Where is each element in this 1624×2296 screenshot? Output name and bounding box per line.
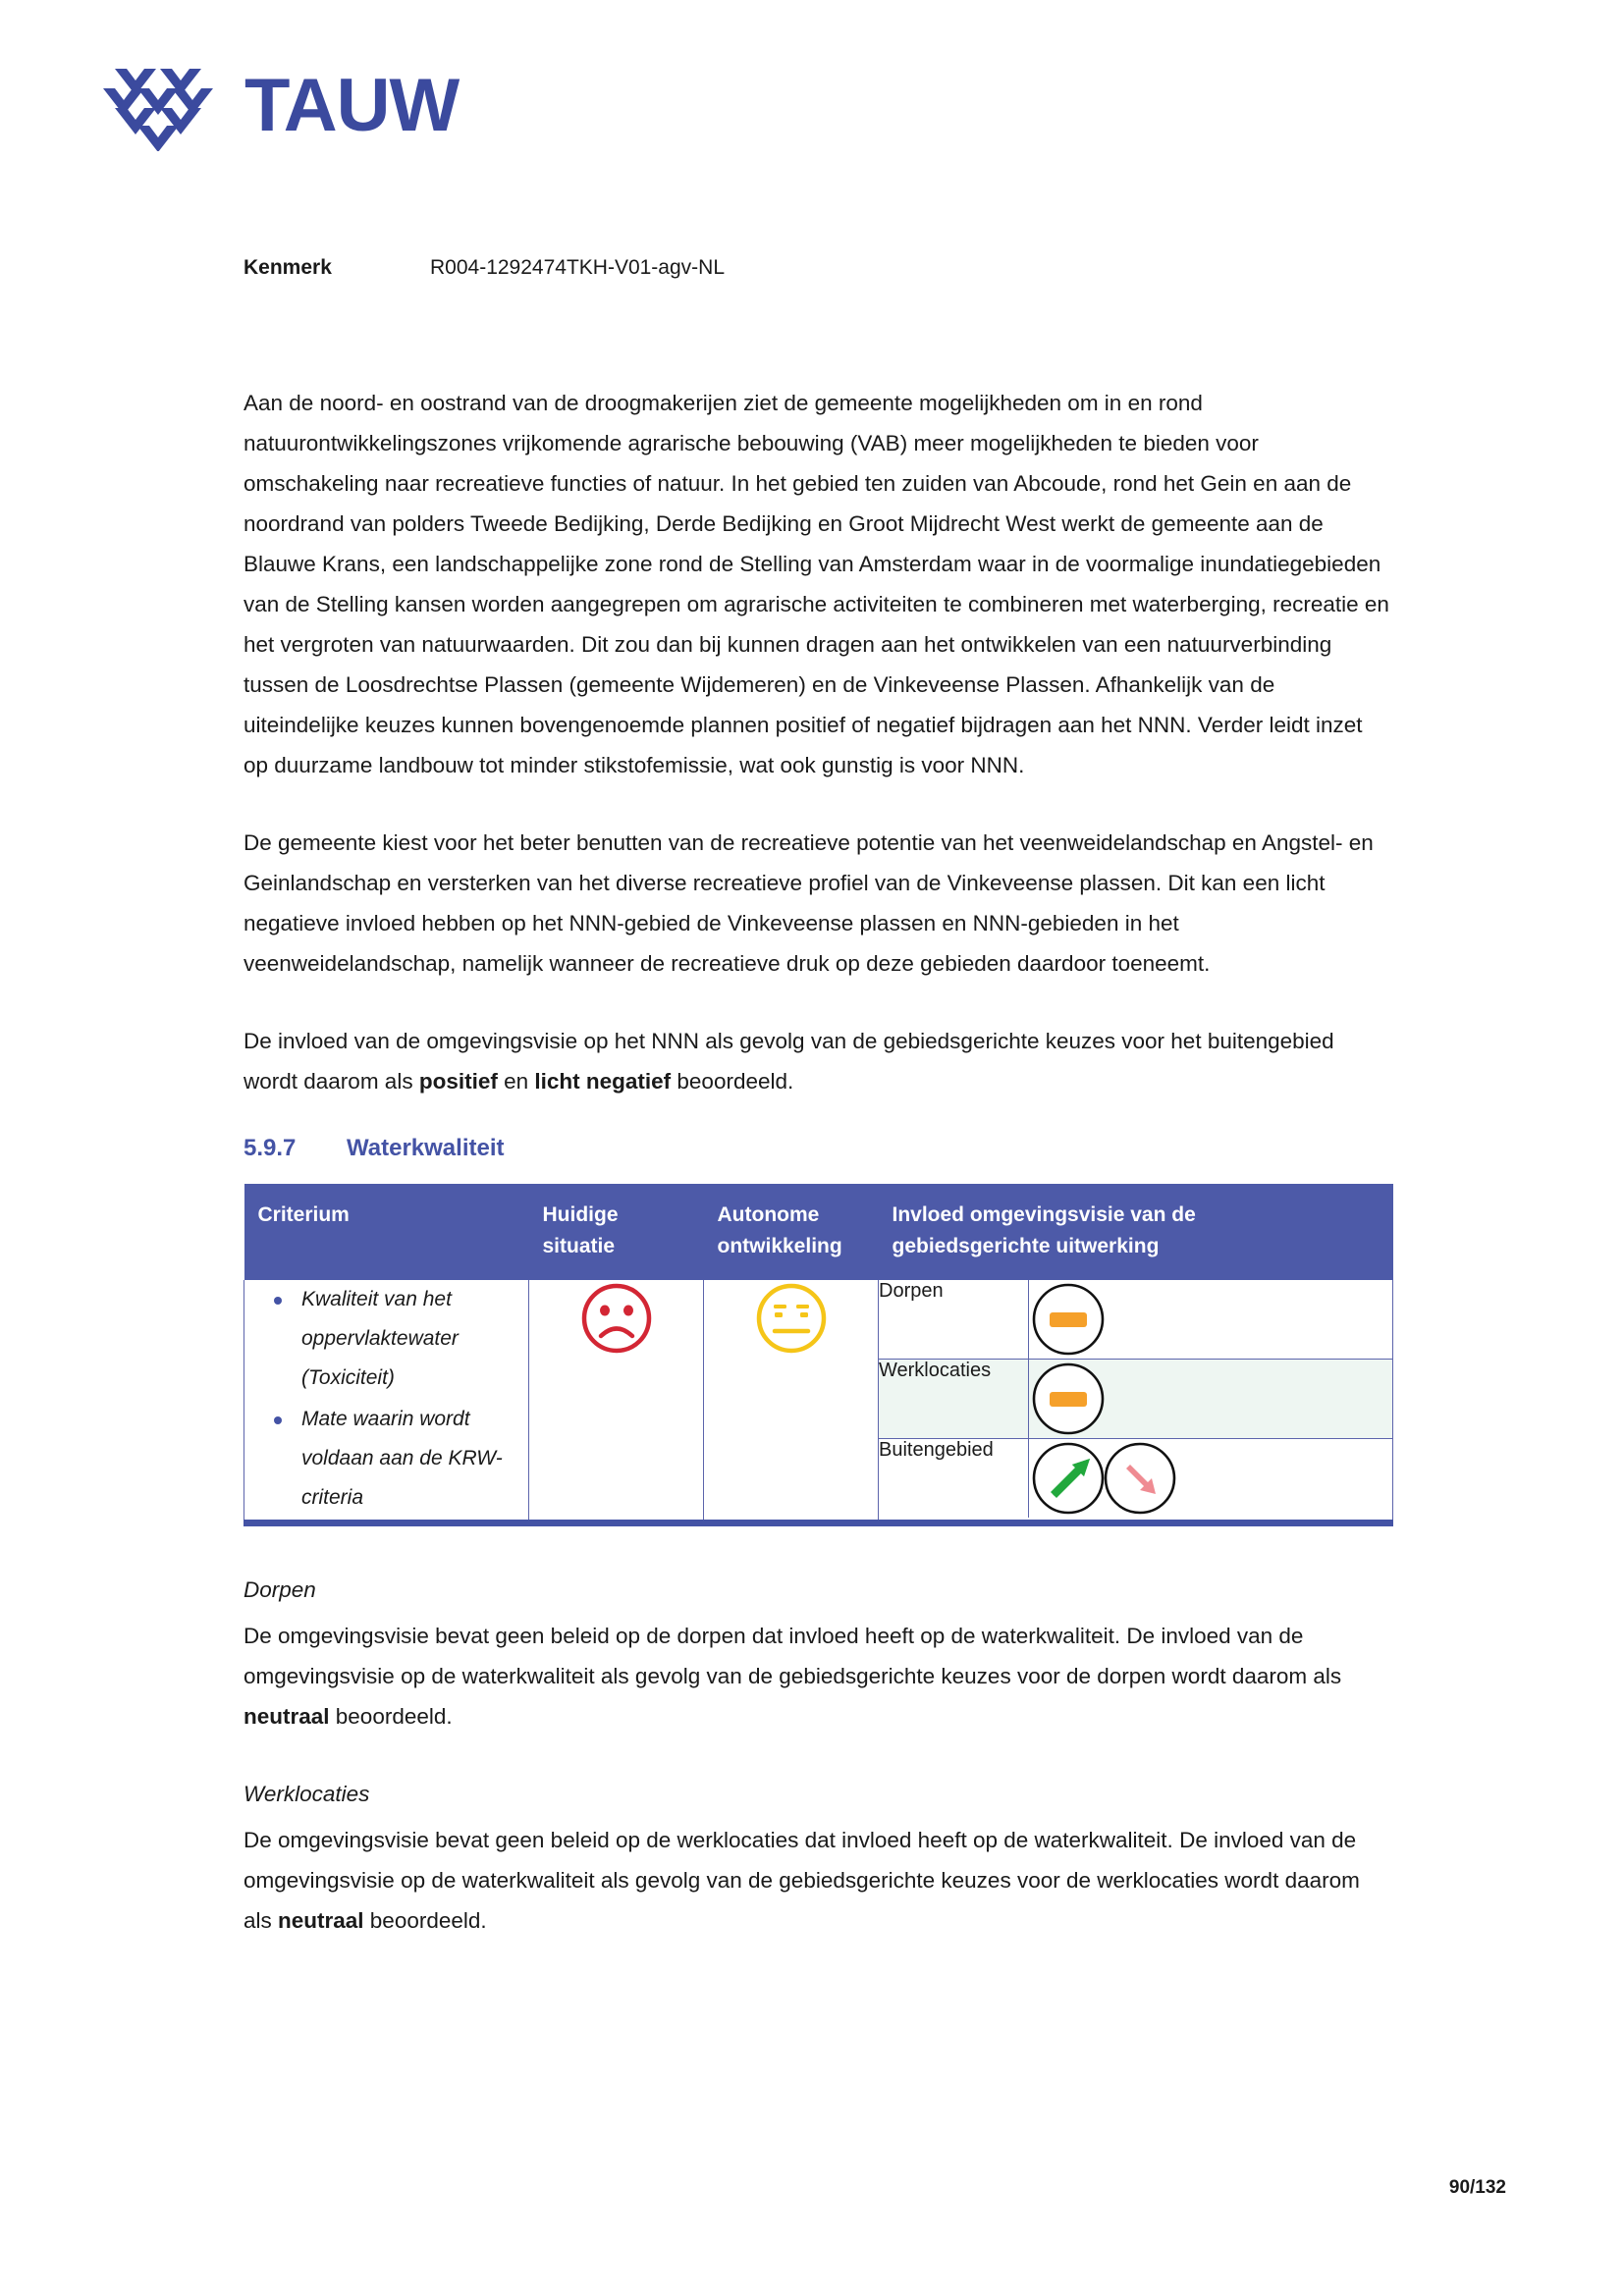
invloed-subtable bbox=[879, 1280, 1392, 1518]
tauw-chevron-mark bbox=[101, 61, 217, 151]
autonome-line1: Autonome bbox=[717, 1203, 820, 1226]
subsection-title-dorpen bbox=[244, 1570, 1392, 1610]
paragraph-2: De gemeente kiest voor het beter benutten van de recreatieve potentie van het veenweidelandschap en Angstel- en Geinlandschap en versterken van het diverse recreatieve profiel van de Vinkeveense plassen. Dit kan een licht negatieve invloed hebben op het NNN-gebied de Vinkeveense plassen en NNN-gebieden in het veenweidelandschap, namelijk wanneer de recreatieve druk op deze gebieden daardoor toeneemt. bbox=[244, 830, 1374, 976]
document-reference bbox=[244, 255, 725, 280]
sad-face-icon bbox=[578, 1280, 655, 1357]
cell-invloed bbox=[879, 1280, 1393, 1523]
dorpen-text-b: beoordeeld. bbox=[329, 1704, 453, 1729]
icon-group bbox=[1029, 1280, 1393, 1359]
p3-text-a: De invloed van de omgevingsvisie op het NNN als gevolg van de gebiedsgerichte keuzes voor het buitengebied wordt daarom als bbox=[244, 1029, 1334, 1094]
subsection-title-werklocaties bbox=[244, 1774, 1392, 1814]
dorpen-text-a: De omgevingsvisie bevat geen beleid op de dorpen dat invloed heeft op de waterkwaliteit. De invloed van de omgevingsvisie op de waterkwaliteit als gevolg van de gebiedsgerichte keuzes voor de dorpen wordt daarom als bbox=[244, 1624, 1342, 1688]
section-title: Waterkwaliteit bbox=[347, 1135, 505, 1161]
subrow-label: Buitengebied bbox=[879, 1439, 1028, 1519]
subsection-heading-label: Werklocaties bbox=[244, 1782, 370, 1806]
huidige-line2: situatie bbox=[542, 1235, 616, 1257]
subrow-dorpen bbox=[879, 1280, 1392, 1360]
neutral-bar-icon bbox=[1029, 1360, 1108, 1438]
autonome-line2: ontwikkeling bbox=[717, 1235, 842, 1257]
col-header-autonome-ontwikkeling bbox=[704, 1184, 879, 1280]
invloed-line2: gebiedsgerichte uitwerking bbox=[892, 1235, 1160, 1257]
page-number: 90/132 bbox=[1448, 2177, 1506, 2198]
kenmerk-label: Kenmerk bbox=[244, 256, 332, 279]
p3-text-mid: en bbox=[497, 1069, 535, 1094]
subrow-icons bbox=[1028, 1439, 1392, 1519]
werklocaties-text-a: De omgevingsvisie bevat geen beleid op de werklocaties dat invloed heeft op de waterkwaliteit. De invloed van de omgevingsvisie op de waterkwaliteit als gevolg van de gebiedsgerichte keuzes voor de werklocaties wordt daarom als bbox=[244, 1828, 1360, 1933]
icon-group bbox=[1029, 1360, 1393, 1438]
cell-huidige-situatie bbox=[529, 1280, 704, 1523]
table-head bbox=[244, 1184, 1393, 1280]
p3-bold-licht-negatief: licht negatief bbox=[534, 1069, 672, 1094]
tauw-wordmark: TAUW bbox=[244, 64, 460, 147]
assessment-table bbox=[244, 1184, 1393, 1526]
col-header-huidige-situatie bbox=[529, 1184, 704, 1280]
werklocaties-bold-neutraal: neutraal bbox=[278, 1908, 364, 1933]
section-number: 5.9.7 bbox=[244, 1135, 297, 1161]
col-header-invloed-omgevingsvisie bbox=[879, 1184, 1393, 1280]
subsection-heading-label: Dorpen bbox=[244, 1577, 316, 1602]
kenmerk-value: R004-1292474TKH-V01-agv-NL bbox=[430, 256, 725, 279]
table-body bbox=[244, 1280, 1393, 1523]
page-content bbox=[244, 383, 1392, 1978]
criteria-list bbox=[244, 1280, 528, 1518]
p3-text-b: beoordeeld. bbox=[671, 1069, 794, 1094]
criterium-label: Criterium bbox=[257, 1203, 350, 1226]
cell-autonome-ontwikkeling bbox=[704, 1280, 879, 1523]
table-header-row bbox=[244, 1184, 1393, 1280]
subrow-icons bbox=[1028, 1280, 1392, 1360]
arrow-up-right-green-icon bbox=[1029, 1439, 1108, 1518]
subsection-text-werklocaties bbox=[244, 1820, 1392, 1941]
subsection-text-dorpen bbox=[244, 1616, 1392, 1736]
cell-criteria bbox=[244, 1280, 529, 1523]
tauw-logo bbox=[101, 61, 459, 151]
invloed-line1: Invloed omgevingsvisie van de bbox=[892, 1203, 1196, 1226]
subrow-label: Dorpen bbox=[879, 1280, 1028, 1360]
neutral-face-icon bbox=[753, 1280, 830, 1357]
list-item: Mate waarin wordt voldaan aan de KRW-criteria bbox=[244, 1400, 528, 1518]
col-header-criterium bbox=[244, 1184, 529, 1280]
icon-group bbox=[1029, 1439, 1393, 1518]
subrow-buitengebied bbox=[879, 1439, 1392, 1519]
neutral-bar-icon bbox=[1029, 1280, 1108, 1359]
table-row bbox=[244, 1280, 1393, 1523]
assessment-table-wrapper bbox=[244, 1184, 1392, 1526]
paragraph-1: Aan de noord- en oostrand van de droogmakerijen ziet de gemeente mogelijkheden om in en rond natuurontwikkelingszones vrijkomende agrarische bebouwing (VAB) meer mogelijkheden te bieden voor omschakeling naar recreatieve functies of natuur. In het gebied ten zuiden van Abcoude, rond het Gein en aan de noordrand van polders Tweede Bedijking, Derde Bedijking en Groot Mijdrecht West werkt de gemeente aan de Blauwe Krans, een landschappelijke zone rond de Stelling van Amsterdam waar in de voormalige inundatiegebieden van de Stelling kansen worden aangegrepen om agrarische activiteiten te combineren met waterberging, recreatie en het vergroten van natuurwaarden. Dit zou dan bij kunnen dragen aan het ontwikkelen van een natuurverbinding tussen de Loosdrechtse Plassen (gemeente Wijdemeren) en de Vinkeveense Plassen. Afhankelijk van de uiteindelijke keuzes kunnen bovengenoemde plannen positief of negatief bijdragen aan het NNN. Verder leidt inzet op duurzame landbouw tot minder stikstofemissie, wat ook gunstig is voor NNN. bbox=[244, 391, 1389, 777]
werklocaties-text-b: beoordeeld. bbox=[363, 1908, 487, 1933]
dorpen-bold-neutraal: neutraal bbox=[244, 1704, 330, 1729]
paragraph-3 bbox=[244, 1021, 1392, 1101]
huidige-line1: Huidige bbox=[542, 1203, 619, 1226]
list-item: Kwaliteit van het oppervlaktewater (Toxiciteit) bbox=[244, 1280, 528, 1398]
p3-bold-positief: positief bbox=[418, 1069, 498, 1094]
subrow-label: Werklocaties bbox=[879, 1360, 1028, 1439]
subrow-werklocaties bbox=[879, 1360, 1392, 1439]
section-heading bbox=[244, 1135, 1392, 1162]
subrow-icons bbox=[1028, 1360, 1392, 1439]
arrow-down-right-red-icon bbox=[1101, 1439, 1179, 1518]
